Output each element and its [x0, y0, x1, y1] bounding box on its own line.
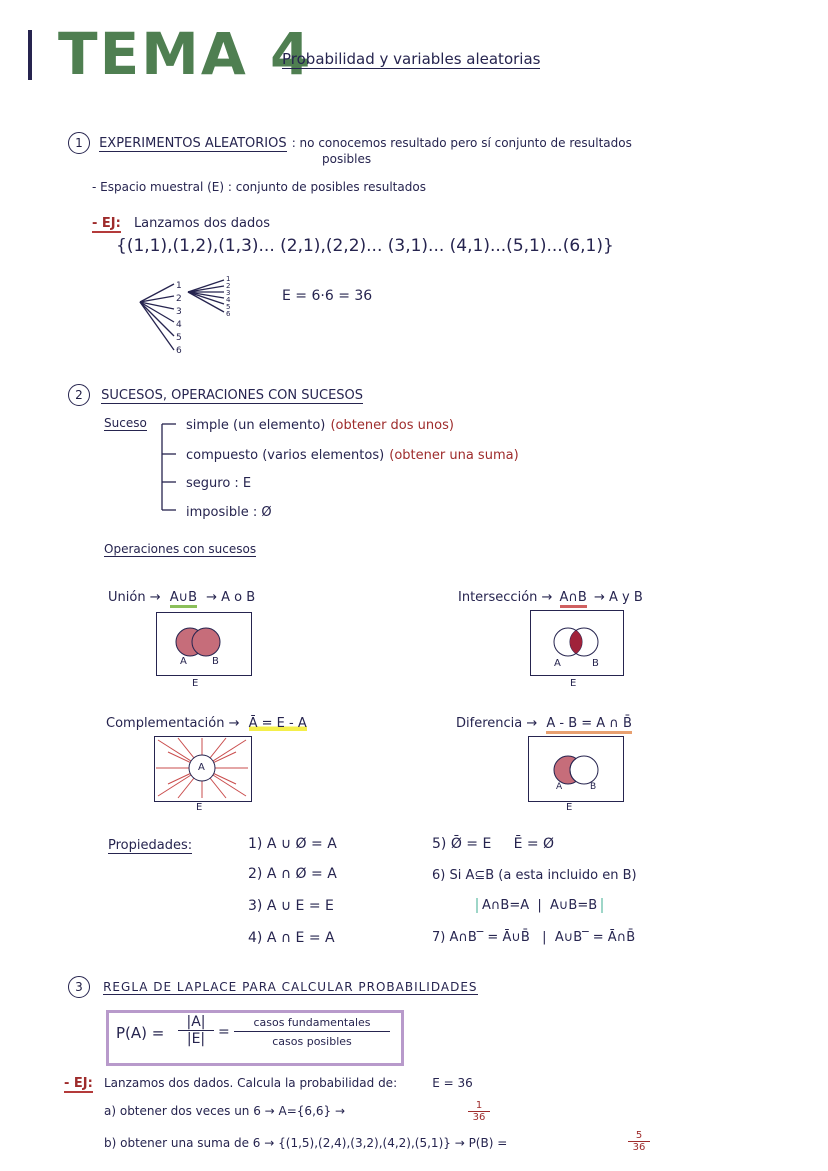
ej3-a-num: 1: [468, 1100, 490, 1112]
suceso-type-seguro: [186, 472, 251, 491]
tree-left-label: 2: [176, 294, 182, 304]
suceso-type-name: simple (un elemento): [186, 418, 326, 433]
tree-left-label: 1: [176, 281, 182, 291]
espacio-muestral: - Espacio muestral (E) : conjunto de posibles resultados: [92, 180, 426, 194]
section1-desc: : no conocemos resultado pero sí conjunto de resultados: [291, 136, 632, 150]
union-label-row: [108, 586, 255, 605]
ej3-b: b) obtener una suma de 6 → {(1,5),(2,4),(3,2),(4,2),(5,1)} → P(B) =: [104, 1136, 508, 1150]
ej3-label: - EJ:: [64, 1076, 93, 1091]
suceso-type-example: (obtener dos unos): [330, 418, 454, 433]
prop-2: 2) A ∩ Ø = A: [248, 866, 337, 882]
margin-bar: [28, 30, 32, 80]
suceso-type-example: (obtener una suma): [389, 448, 519, 463]
tree-right-label: 2: [226, 282, 231, 290]
tree-left-labels: [176, 280, 182, 358]
inter-formula: A∩B: [560, 590, 587, 608]
dif-venn: [528, 736, 622, 800]
ej3-a: a) obtener dos veces un 6 → A={6,6} →: [104, 1104, 346, 1118]
tree-right-label: 3: [226, 289, 231, 297]
suceso-type-simple: [186, 414, 454, 433]
tree-left-label: 6: [176, 346, 182, 356]
comp-a: A: [198, 762, 205, 773]
tree-right-label: 1: [226, 275, 231, 283]
prop-3: 3) A ∪ E = E: [248, 898, 334, 914]
ej3-e: E = 36: [432, 1076, 473, 1090]
prop-1: 1) A ∪ Ø = A: [248, 836, 337, 852]
tree-right-labels: [226, 276, 230, 318]
prop-6: 6) Si A⊆B (a esta incluido en B): [432, 868, 637, 883]
dif-formula: A - B = A ∩ B̄: [546, 716, 632, 734]
union-e: E: [192, 678, 199, 689]
inter-b: B: [592, 658, 599, 669]
laplace-frac2: [234, 1016, 390, 1048]
suceso-label: Suceso: [104, 416, 147, 430]
section2-number: 2: [68, 384, 90, 406]
dif-label-row: [456, 712, 632, 731]
tree-right-label: 4: [226, 296, 231, 304]
inter-e: E: [570, 678, 577, 689]
suceso-type-name: compuesto (varios elementos): [186, 448, 385, 463]
laplace-frac2-den: casos posibles: [272, 1035, 352, 1048]
ej3-a-den: 36: [472, 1112, 486, 1123]
ej3-b-frac: [628, 1130, 650, 1153]
section1-desc-cont: posibles: [322, 152, 372, 166]
tree-left-label: 3: [176, 307, 182, 317]
inter-a: A: [554, 658, 561, 669]
inter-label-row: [458, 586, 643, 605]
comp-formula: Ā = E - A: [248, 716, 307, 731]
prop-4: 4) A ∩ E = A: [248, 930, 335, 946]
inter-tail: → A y B: [593, 590, 643, 605]
ej3-b-num: 5: [628, 1130, 650, 1142]
prop-5: 5) Ø̄ = E Ē = Ø: [432, 836, 555, 852]
suceso-type-name: imposible : Ø: [186, 505, 272, 520]
prop-7: 7) A∩B‾ = Ā∪B̄ | A∪B‾ = Ā∩B̄: [432, 930, 636, 945]
section1-heading-row: [68, 132, 632, 154]
comp-e: E: [196, 802, 203, 813]
inter-label: Intersección →: [458, 590, 553, 605]
laplace-frac1: [178, 1014, 214, 1047]
tree-right-label: 6: [226, 310, 231, 318]
section3-number: 3: [68, 976, 90, 998]
inter-venn: [530, 610, 622, 674]
section1-number: 1: [68, 132, 90, 154]
ej3-a-frac: [468, 1100, 490, 1123]
comp-label: Complementación →: [106, 716, 240, 731]
ej1-label: - EJ:: [92, 216, 121, 231]
tema-subtitle: Probabilidad y variables aleatorias: [282, 50, 541, 68]
suceso-bracket: [150, 418, 190, 518]
section3-heading-row: [68, 976, 478, 998]
section3-heading: REGLA DE LAPLACE PARA CALCULAR PROBABILIDADES: [103, 980, 478, 994]
dif-e: E: [566, 802, 573, 813]
tree-right-label: 5: [226, 303, 231, 311]
ej3-row: [64, 1072, 473, 1091]
sample-space-set: {(1,1),(1,2),(1,3)... (2,1),(2,2)... (3,1)... (4,1)...(5,1)...(6,1)}: [116, 236, 614, 256]
dif-a: A: [556, 782, 563, 792]
laplace-eq: =: [218, 1024, 230, 1040]
laplace-frac2-num: casos fundamentales: [234, 1016, 390, 1032]
suceso-type-imposible: [186, 501, 272, 520]
union-a: A: [180, 656, 187, 667]
section2-heading: SUCESOS, OPERACIONES CON SUCESOS: [101, 388, 364, 403]
tema-title: TEMA 4: [58, 20, 313, 88]
suceso-type-name: seguro : E: [186, 476, 252, 491]
tree-left-label: 4: [176, 320, 182, 330]
props-title: Propiedades:: [108, 838, 193, 853]
ej3-b-den: 36: [632, 1142, 646, 1153]
dif-b: B: [590, 782, 597, 792]
union-b: B: [212, 656, 219, 667]
laplace-frac1-num: |A|: [178, 1014, 214, 1031]
suceso-type-compuesto: [186, 444, 519, 463]
union-formula: A∪B: [170, 590, 197, 608]
ej3-text: Lanzamos dos dados. Calcula la probabilidad de:: [103, 1076, 398, 1090]
union-venn: [156, 612, 250, 674]
section1-heading: EXPERIMENTOS ALEATORIOS: [99, 136, 287, 151]
ej1-row: [92, 212, 270, 231]
union-tail: → A o B: [206, 590, 256, 605]
tree-left-label: 5: [176, 333, 182, 343]
comp-label-row: [106, 712, 307, 731]
sample-space-size: E = 6·6 = 36: [282, 288, 373, 304]
prop-6b: A∩B=A | A∪B=B: [476, 898, 603, 913]
operations-title: Operaciones con sucesos: [104, 542, 257, 556]
tree-diagram: [130, 272, 250, 362]
laplace-p: P(A) =: [116, 1024, 165, 1042]
ej1-text: Lanzamos dos dados: [133, 216, 271, 231]
union-label: Unión →: [108, 590, 161, 605]
section2-heading-row: [68, 384, 363, 406]
dif-label: Diferencia →: [456, 716, 538, 731]
laplace-frac1-den: |E|: [186, 1031, 206, 1047]
